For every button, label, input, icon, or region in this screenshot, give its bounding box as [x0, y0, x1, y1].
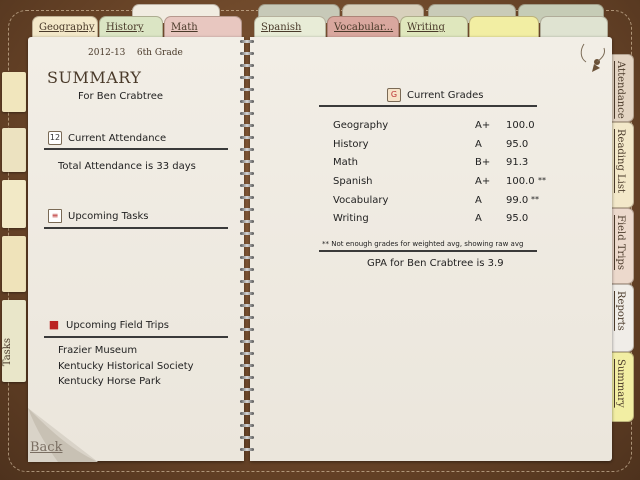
tag-note[interactable]: [2, 236, 26, 292]
binder-ring: [240, 184, 254, 187]
binder-ring: [240, 64, 254, 67]
car-icon: ■: [48, 318, 60, 331]
grade-row: [333, 195, 553, 209]
calendar-icon: 12: [48, 131, 62, 145]
binder-ring: [240, 376, 254, 379]
binder-ring: [240, 112, 254, 115]
binder-ring: [240, 244, 254, 247]
side-tab-reports-label: Reports: [615, 291, 626, 331]
grade-subject: Spanish: [333, 176, 373, 187]
field-trips-divider: [44, 336, 228, 338]
ribbon-ornament-icon: [578, 40, 608, 74]
tasks-title-text: Upcoming Tasks: [68, 210, 149, 222]
field-trips-section-title: [48, 319, 169, 331]
binder-ring: [240, 388, 254, 391]
binder-ring: [240, 256, 254, 259]
binder-ring: [240, 292, 254, 295]
binder-ring: [240, 124, 254, 127]
tab-history[interactable]: History: [99, 16, 163, 38]
grade-letter: A+: [475, 120, 491, 131]
grades-icon: G: [387, 88, 401, 102]
pencil-note[interactable]: [2, 128, 26, 172]
field-trip-item: Kentucky Historical Society: [58, 361, 194, 372]
student-name: For Ben Crabtree: [78, 91, 164, 102]
binder-ring: [240, 448, 254, 451]
grade-score: 99.0: [506, 195, 529, 206]
grade-score: 95.0: [506, 213, 529, 224]
field-trips-title-text: Upcoming Field Trips: [66, 319, 170, 331]
grade-subject: Geography: [333, 120, 389, 131]
field-trip-item: Frazier Museum: [58, 345, 138, 356]
attendance-note[interactable]: [2, 72, 26, 112]
field-trip-item: Kentucky Horse Park: [58, 376, 161, 387]
binder-ring: [240, 232, 254, 235]
side-tab-reading-list-label: Reading List: [615, 129, 626, 194]
tasks-tab-label: Tasks: [2, 338, 13, 367]
grade-subject: History: [333, 139, 369, 150]
attendance-divider: [44, 148, 228, 150]
binder-ring: [240, 400, 254, 403]
side-tab-summary-label: Summary: [615, 359, 626, 408]
binder-ring: [240, 280, 254, 283]
grade-row: [333, 176, 553, 190]
binder-ring: [240, 88, 254, 91]
grades-title-text: Current Grades: [407, 89, 484, 101]
binder-ring: [240, 136, 254, 139]
binder-ring: [240, 208, 254, 211]
notepad-icon: ≡: [48, 209, 62, 223]
binder-rings: [240, 40, 254, 460]
side-tab-reading-list[interactable]: [612, 122, 634, 208]
grade-letter: B+: [475, 157, 491, 168]
grade-score: 100.0: [506, 176, 535, 187]
side-tab-field-trips-label: Field Trips: [615, 215, 626, 271]
back-button[interactable]: Back: [30, 440, 63, 455]
side-tab-summary[interactable]: [612, 352, 634, 422]
binder-ring: [240, 352, 254, 355]
grade-flag: **: [531, 195, 539, 204]
side-tab-attendance-label: Attendance: [615, 61, 626, 119]
grades-divider: [319, 105, 537, 107]
grade-letter: A: [475, 139, 482, 150]
grade-letter: A: [475, 213, 482, 224]
binder-ring: [240, 268, 254, 271]
binder-ring: [240, 304, 254, 307]
grade-row: [333, 213, 553, 227]
attendance-section-title: [48, 131, 166, 145]
attendance-total: Total Attendance is 33 days: [58, 161, 196, 172]
grade-score: 100.0: [506, 120, 535, 131]
binder-ring: [240, 148, 254, 151]
binder-ring: [240, 436, 254, 439]
tab-vocabulary[interactable]: Vocabular...: [327, 16, 399, 38]
binder-ring: [240, 340, 254, 343]
grade-letter: A: [475, 195, 482, 206]
tasks-section-title: [48, 209, 148, 223]
side-tab-reports[interactable]: [612, 284, 634, 352]
binder-ring: [240, 328, 254, 331]
footnote-divider: [319, 250, 537, 252]
tab-spanish[interactable]: Spanish: [254, 16, 326, 38]
tab-math[interactable]: Math: [164, 16, 242, 38]
grade-row: [333, 139, 553, 153]
binder-ring: [240, 52, 254, 55]
binder-ring: [240, 364, 254, 367]
side-tab-attendance[interactable]: [612, 54, 634, 122]
tab-empty-grey[interactable]: [540, 16, 608, 38]
grade-letter: A+: [475, 176, 491, 187]
binder-ring: [240, 316, 254, 319]
binder-ring: [240, 220, 254, 223]
grade-row: [333, 120, 553, 134]
binder-ring: [240, 196, 254, 199]
gpa-text: GPA for Ben Crabtree is 3.9: [367, 258, 504, 269]
binder-ring: [240, 40, 254, 43]
tab-writing[interactable]: Writing: [400, 16, 468, 38]
binder-ring: [240, 76, 254, 79]
tab-empty-yellow[interactable]: [469, 16, 539, 38]
attendance-title-text: Current Attendance: [68, 132, 167, 144]
side-tab-field-trips[interactable]: [612, 208, 634, 284]
page-title: SUMMARY: [47, 68, 142, 87]
binder-ring: [240, 424, 254, 427]
grade-flag: **: [538, 176, 546, 185]
binder-ring: [240, 160, 254, 163]
grade-row: [333, 157, 553, 171]
grades-footnote: ** Not enough grades for weighted avg, showing raw avg: [322, 240, 524, 248]
grade-subject: Writing: [333, 213, 369, 224]
binder-ring: [240, 412, 254, 415]
year-grade-label: 2012-13 6th Grade: [88, 48, 183, 58]
binder-ring: [240, 100, 254, 103]
grade-subject: Math: [333, 157, 359, 168]
grade-subject: Vocabulary: [333, 195, 389, 206]
tasks-divider: [44, 227, 228, 229]
grade-score: 95.0: [506, 139, 529, 150]
clock-note[interactable]: [2, 180, 26, 228]
tab-geography[interactable]: Geography: [32, 16, 98, 38]
grades-section-title: [387, 88, 483, 102]
binder-ring: [240, 172, 254, 175]
grade-score: 91.3: [506, 157, 529, 168]
